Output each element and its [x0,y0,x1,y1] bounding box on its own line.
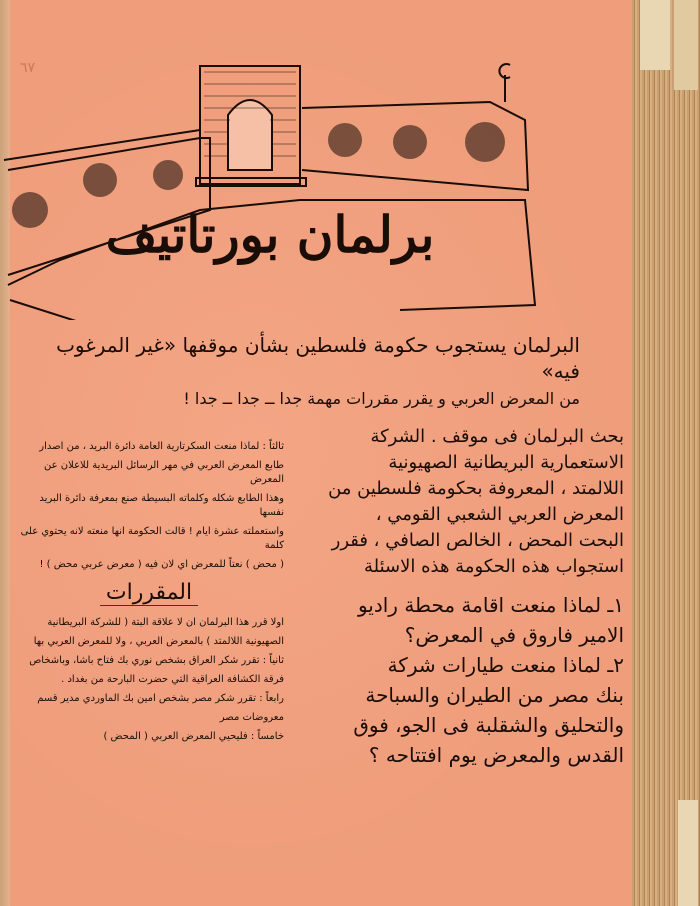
article-line: بحث البرلمان فى موقف . الشركة [370,426,624,447]
question-line: الامير فاروق في المعرض؟ [404,623,624,647]
bookmark-tab [674,0,698,90]
decision-line: اولا قرر هذا البرلمان ان لا علاقة البتة ( للشركة البريطانية [47,617,284,628]
paragraph-line: ( محض ) نعتاً للمعرض اي لان فيه ( معرض عربي محض ) ! [39,559,284,570]
question-line: ٢ـ لماذا منعت طيارات شركة [387,653,624,677]
book-page-edges [632,0,700,906]
title-underline [10,300,300,320]
decision-line: معروضات مصر [219,712,284,723]
bookmark-tab [640,0,670,70]
question-line: والتحليق والشقلبة فى الجو، فوق [353,713,624,737]
article-line: الاستعمارية البريطانية الصهيونية [388,452,624,473]
masthead-title: برلمان بورتاتيف [105,205,435,264]
decision-line: خامساً : فليحيي المعرض العربي ( المحض ) [103,731,284,742]
decision-line: رابعاً : تقرر شكر مصر بشخص امين بك الماوردي مدير قسم [37,693,284,704]
article-line: المعرض العربي الشعبي القومي ، [375,504,624,525]
arch-doorway [228,100,272,170]
question-line: القدس والمعرض يوم افتتاحه ؟ [368,743,624,767]
banner-top-line [4,130,200,160]
caricature-face [83,163,117,197]
page-number: ٦٧ [20,60,36,76]
side-column [14,440,284,749]
paragraph-line: وهذا الطابع شكله وكلماته البسيطة صنع بمعرفة دائرة البريد نفسها [39,493,284,518]
caricature-face [328,123,362,157]
caricature-face [153,160,183,190]
masthead-illustration [0,60,632,320]
decisions-heading-text: المقررات [100,580,198,606]
decision-line: فرقة الكشافة العراقية التي حضرت البارحة من بغداد . [61,674,284,685]
article-line: استجواب هذه الحكومة هذه الاسئلة [363,556,624,577]
main-article-column [292,424,624,770]
headline-line-1: البرلمان يستجوب حكومة فلسطين بشأن موقفها «غير المرغوب فيه» [56,333,580,383]
article-line: البحت المحض ، الخالص الصافي ، فقرر [331,530,624,551]
headline-line-2: من المعرض العربي و يقرر مقررات مهمة جدا ــ جدا ــ جدا ! [183,389,580,408]
caricature-face [393,125,427,159]
question-line: ١ـ لماذا منعت اقامة محطة راديو [357,593,624,617]
paragraph-line: طابع المعرض العربي في مهر الرسائل البريدية للاعلان عن المعرض [44,460,284,485]
question-line: بنك مصر من الطيران والسباحة [365,683,624,707]
paragraph-line: ثالثاً : لماذا منعت السكرتارية العامة دائرة البريد ، من اصدار [39,441,284,452]
caricature-face [465,122,505,162]
bookmark-tab [678,800,698,906]
article-line: اللالمتد ، المعروفة بحكومة فلسطين من [328,478,624,499]
paragraph-line: واستعملته عشرة ايام ! قالت الحكومة انها منعته لانه يحتوي على كلمة [20,526,284,551]
decision-line: ثانياً : تقرر شكر العراق بشخص نوري بك فتاح باشا، وباشخاص [29,655,284,666]
decisions-heading [14,578,284,608]
decision-line: الصهيونية اللالمتد ) بالمعرض العربي ، ولا للمعرض العربي بها [33,636,284,647]
